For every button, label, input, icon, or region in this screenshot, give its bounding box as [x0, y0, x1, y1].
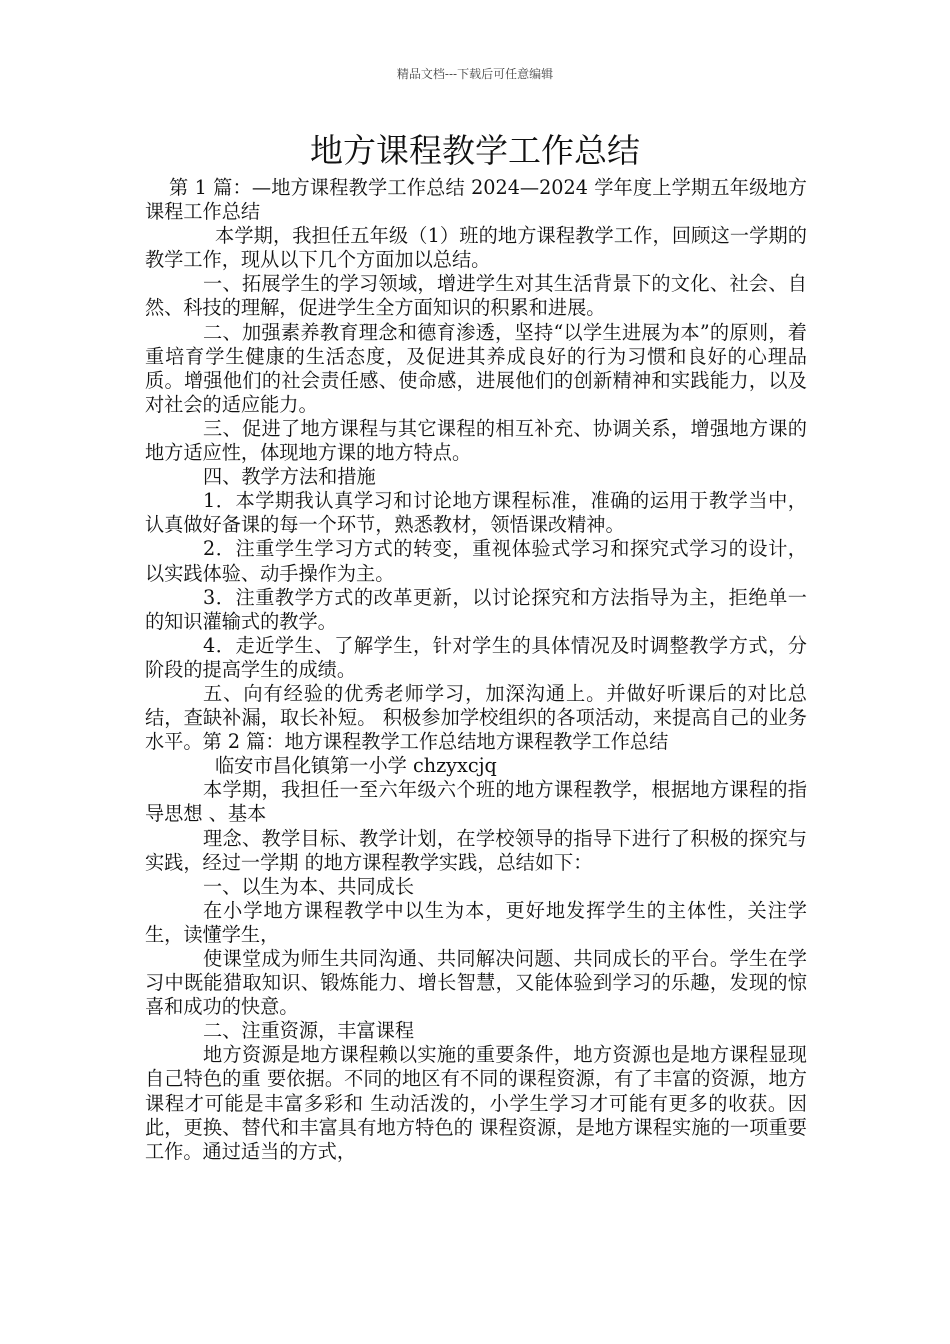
paragraph: 四、教学方法和措施: [203, 465, 376, 489]
paragraph: 2．注重学生学习方式的转变，重视体验式学习和探究式学习的设计，以实践体验、动手操作为主。: [145, 537, 807, 585]
paragraph: 理念、教学目标、教学计划，在学校领导的指导下进行了积极的探究与实践，经过一学期 的地方课程教学实践，总结如下：: [145, 826, 807, 874]
paragraph: 五、向有经验的优秀老师学习，加深沟通上。并做好听课后的对比总结，查缺补漏，取长补短。 积极参加学校组织的各项活动，来提高自己的业务水平。第 2 篇：地方课程教学工作总结地方课程教学工作总结: [145, 681, 807, 754]
paragraph: 临安市昌化镇第一小学 chzyxcjq: [215, 754, 497, 778]
paragraph: 3．注重教学方式的改革更新，以讨论探究和方法指导为主，拒绝单一的知识灌输式的教学。: [145, 585, 807, 633]
paragraph: 第 1 篇：—地方课程教学工作总结 2024—2024 学年度上学期五年级地方课程工作总结: [145, 176, 807, 224]
paragraph: 一、以生为本、共同成长: [203, 874, 415, 898]
paragraph: 在小学地方课程教学中以生为本，更好地发挥学生的主体性，关注学生，读懂学生，: [145, 898, 807, 946]
paragraph: 本学期，我担任五年级（1）班的地方课程教学工作，回顾这一学期的教学工作，现从以下几个方面加以总结。: [145, 224, 807, 272]
page-header: 精品文档---下载后可任意编辑: [396, 67, 554, 81]
document-title: 地方课程教学工作总结: [310, 131, 640, 170]
document-body: [145, 176, 807, 1164]
paragraph: 1．本学期我认真学习和讨论地方课程标准，准确的运用于教学当中，认真做好备课的每一个环节，熟悉教材，领悟课改精神。: [145, 489, 807, 537]
paragraph: 4．走近学生、了解学生，针对学生的具体情况及时调整教学方式，分阶段的提高学生的成绩。: [145, 633, 807, 681]
paragraph: 一、拓展学生的学习领域，增进学生对其生活背景下的文化、社会、自然、科技的理解，促进学生全方面知识的积累和进展。: [145, 272, 807, 320]
paragraph: 二、注重资源，丰富课程: [203, 1019, 415, 1043]
paragraph: 三、促进了地方课程与其它课程的相互补充、协调关系，增强地方课的地方适应性，体现地方课的地方特点。: [145, 416, 807, 465]
paragraph: 二、加强素养教育理念和德育渗透，坚持“以学生进展为本”的原则，着重培育学生健康的生活态度，及促进其养成良好的行为习惯和良好的心理品质。增强他们的社会责任感、使命感，进展他们的创新精神和实践能力，以及对社会的适应能力。: [145, 320, 807, 416]
paragraph: 地方资源是地方课程赖以实施的重要条件，地方资源也是地方课程显现自己特色的重 要依据。不同的地区有不同的课程资源，有了丰富的资源，地方课程才可能是丰富多彩和 生动活泼的，小学生学习才可能有更多的收获。因此，更换、替代和丰富具有地方特色的 课程资源，是地方课程实施的一项重要工作。通过适当的方式，: [145, 1043, 807, 1163]
paragraph: 使课堂成为师生共同沟通、共同解决问题、共同成长的平台。学生在学习中既能猎取知识、锻炼能力、增长智慧，又能体验到学习的乐趣，发现的惊喜和成功的快意。: [145, 947, 807, 1019]
paragraph: 本学期，我担任一至六年级六个班的地方课程教学，根据地方课程的指导思想 、基本: [145, 778, 807, 826]
